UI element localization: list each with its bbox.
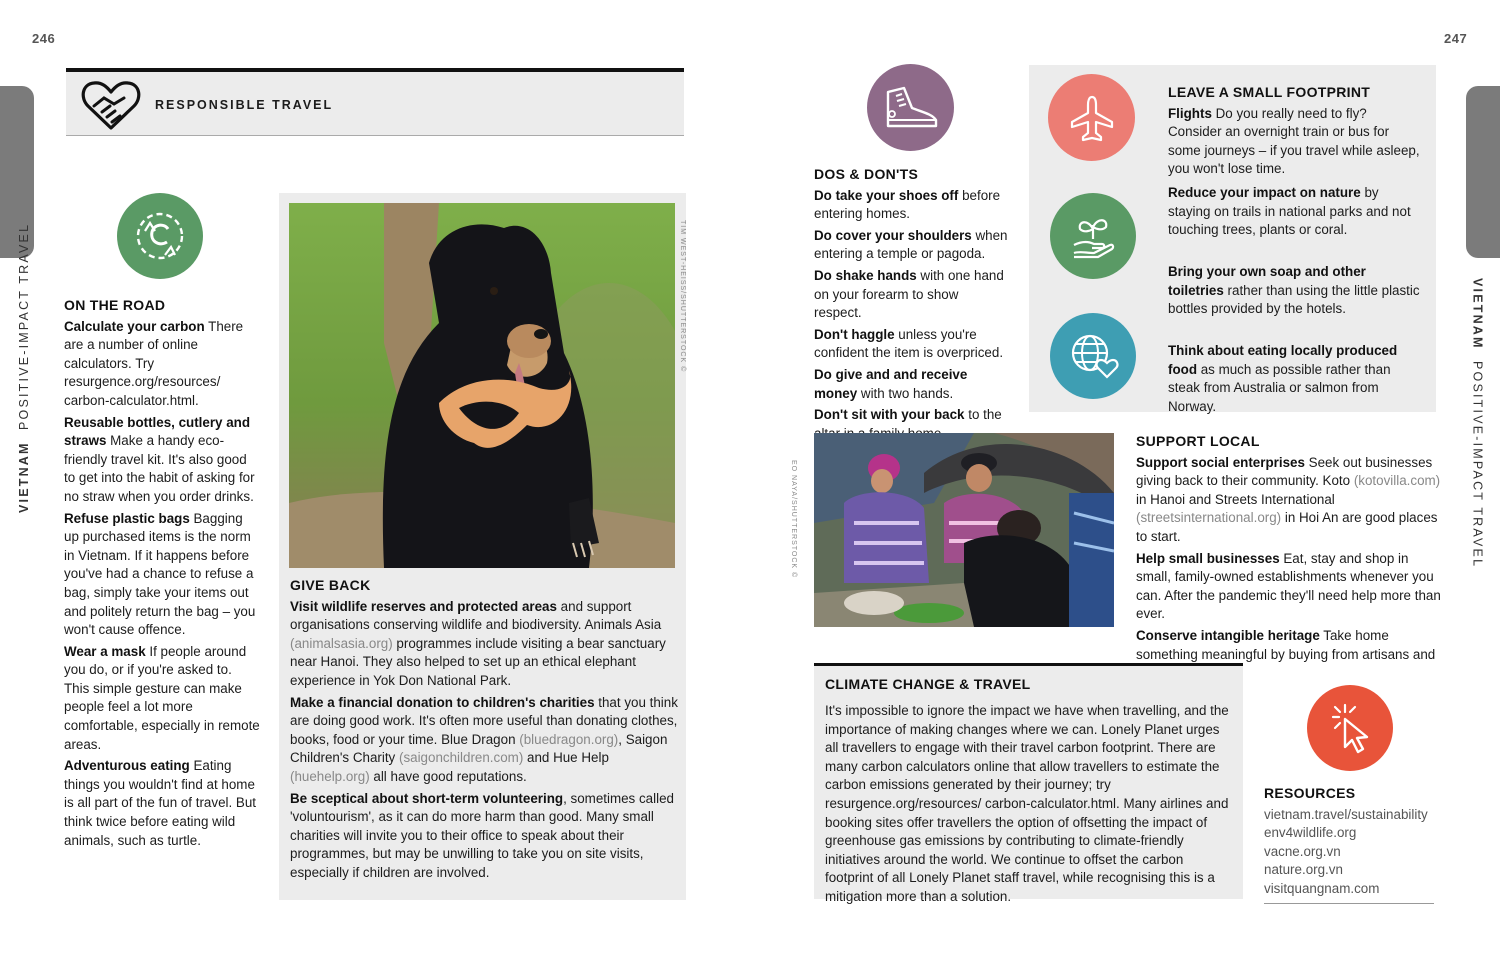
shoe-circle	[867, 64, 954, 151]
on-the-road-block	[64, 296, 260, 853]
link-kotovilla[interactable]: (kotovilla.com)	[1353, 473, 1441, 489]
support-local-block	[1136, 432, 1441, 686]
road-item: Reusable bottles, cutlery and straws Make a handy eco-friendly travel kit. It's also good to get into the habit of asking for no straw when you order drinks.	[64, 414, 255, 504]
link-streetsinternational[interactable]: (streetsinternational.org)	[1136, 510, 1282, 526]
section-header	[66, 68, 684, 136]
plant-circle	[1050, 193, 1136, 279]
side-country: VIETNAM	[17, 441, 31, 513]
side-label-left	[15, 222, 34, 513]
recycle-circle	[117, 193, 203, 279]
road-item: Adventurous eating Eating things you wouldn't find at home is all part of the fun of travel. But think twice before eating wild animals, such as turtle.	[64, 758, 257, 848]
market-photo	[814, 433, 1114, 627]
footprint-heading: LEAVE A SMALL FOOTPRINT	[1168, 84, 1371, 100]
page-number-left: 246	[32, 31, 56, 46]
climate-body: It's impossible to ignore the impact we have when travelling, and the importance of making changes where we can. Lonely Planet urges all travellers to engage with their travel carbon footprint. There are many carbon calculators online that allow travellers to estimate the carbon emissions generated by their journey; try resurgence.org/resources/ carbon-calculator.html. Many airlines and booking sites offer travellers the option of offsetting the impact of greenhouse gas emissions by contributing to climate-friendly initiatives around the world. We continue to offset the carbon footprint of all Lonely Planet staff travel, while recognising this is a mitigation more than a solution.	[825, 703, 1229, 904]
dos-item: Do shake hands with one hand on your forearm to show respect.	[814, 267, 1004, 321]
dos-item: Do give and and receive money with two hands.	[814, 366, 968, 401]
handshake-heart-icon	[80, 78, 142, 134]
give-back-item: Be sceptical about short-term volunteering, sometimes called 'voluntourism', as it can do more harm than good. Many small charities will invite you to their office to speak about their programmes, but may be unwilling to take you on site visits, especially if children are involved.	[290, 790, 674, 880]
plant-in-hand-icon	[1068, 211, 1118, 261]
globe-circle	[1050, 313, 1136, 399]
climate-box	[814, 663, 1243, 904]
resource-link[interactable]: vietnam.travel/sustainability	[1264, 806, 1428, 822]
cursor-click-icon	[1325, 701, 1375, 755]
resource-link[interactable]: nature.org.vn	[1264, 862, 1343, 878]
give-back-item: Visit wildlife reserves and protected areas and support organisations conserving wildlife and biodiversity. Animals Asia (animalsasia.org) programmes include visiting a bear sanctuary near Hanoi. They also helped to set up an ethical elephant experience in Yok Don National Park.	[290, 598, 666, 688]
photo-credit-bear: TIM WEST-HEISS/SHUTTERSTOCK ©	[679, 220, 686, 373]
resource-link[interactable]: vacne.org.vn	[1264, 843, 1341, 859]
cursor-circle	[1307, 685, 1393, 771]
give-back-heading: GIVE BACK	[290, 577, 371, 593]
road-item: Calculate your carbon There are a number of online calculators. Try resurgence.org/resources/ carbon-calculator.html.	[64, 318, 244, 408]
support-item: Support social enterprises Seek out businesses giving back to their community. Koto (kotovilla.com) in Hanoi and Streets International (streetsinternational.org) in Hoi An are good places to start.	[1136, 454, 1441, 544]
sneaker-icon	[882, 84, 940, 132]
plane-circle	[1048, 74, 1135, 161]
side-chapter: POSITIVE-IMPACT TRAVEL	[17, 222, 31, 430]
dos-item: Don't haggle unless you're confident the item is overpriced.	[814, 326, 1004, 361]
dos-item: Don't sit with your back to the	[814, 407, 1002, 423]
dos-item: Do take your shoes off before entering homes.	[814, 187, 1001, 222]
link-saigonchildren[interactable]: (saigonchildren.com)	[398, 750, 524, 766]
footprint-block	[1168, 83, 1424, 182]
support-item: Conserve intangible heritage Take home something meaningful by buying from artisans and	[1136, 627, 1436, 662]
footprint-item: Bring your own soap and other toiletries rather than using the little plastic bottles provided by the hotels.	[1168, 264, 1420, 317]
resources-block	[1264, 784, 1434, 904]
resource-link[interactable]: visitquangnam.com	[1264, 880, 1380, 896]
link-animalsasia[interactable]: (animalsasia.org)	[290, 635, 393, 651]
road-item: Wear a mask If people around you do, or if you're asked to. This simple gesture can make people feel a lot more comfortable, especially in remote areas.	[64, 643, 260, 752]
footprint-item: Think about eating locally produced food as much as possible rather than steak from Australia or salmon from Norway.	[1168, 343, 1398, 414]
give-back-item: Make a financial donation to children's charities that you think are doing good work. It's often more useful than donating clothes, books, food or your time. Blue Dragon (bluedragon.org), Saigon Children's Charity (saigonchildren.com) and Hue Help (huehelp.org) all have good reputations.	[290, 694, 678, 784]
resource-link[interactable]: env4wildlife.org	[1264, 825, 1357, 841]
side-country: VIETNAM	[1470, 278, 1485, 350]
footprint-item: Reduce your impact on nature by staying on trails in national parks and not touching trees, plants or coral.	[1168, 185, 1411, 238]
support-local-heading: SUPPORT LOCAL	[1136, 433, 1260, 449]
dos-donts-block	[814, 165, 1008, 446]
side-chapter: POSITIVE-IMPACT TRAVEL	[1470, 361, 1485, 569]
recycle-carbon-icon	[133, 209, 187, 263]
on-the-road-heading: ON THE ROAD	[64, 297, 166, 313]
road-item: Refuse plastic bags Bagging up purchased items is the norm in Vietnam. If it happens before you've had a chance to refuse a bag, simply take your items out and politely return the bag – you won't cause offence.	[64, 510, 256, 638]
give-back-block	[290, 576, 678, 886]
airplane-icon	[1067, 93, 1117, 143]
sun-bear-photo	[289, 203, 675, 568]
link-bluedragon[interactable]: (bluedragon.org)	[519, 731, 619, 747]
support-item: Help small businesses Eat, stay and shop in small, family-owned establishments whenever you can. After the pandemic they'll need help more than ever.	[1136, 550, 1441, 622]
section-title: RESPONSIBLE TRAVEL	[155, 98, 334, 112]
right-thumb-tab	[1466, 86, 1500, 258]
footprint-item: Flights Do you really need to fly? Consider an overnight train or bus for some journeys – if you travel while asleep, you won't lose time.	[1168, 105, 1420, 177]
link-huehelp[interactable]: (huehelp.org)	[290, 768, 370, 784]
resources-heading: RESOURCES	[1264, 785, 1356, 801]
globe-heart-icon	[1067, 330, 1119, 382]
photo-credit-market: EO NAYA/SHUTTERSTOCK ©	[790, 460, 797, 579]
climate-heading: CLIMATE CHANGE & TRAVEL	[825, 676, 1031, 692]
page-number-right: 247	[1444, 31, 1468, 46]
side-label-right	[1468, 278, 1487, 568]
dos-donts-heading: DOS & DON'TS	[814, 166, 919, 182]
dos-item: Do cover your shoulders when entering a temple or pagoda.	[814, 227, 1008, 262]
